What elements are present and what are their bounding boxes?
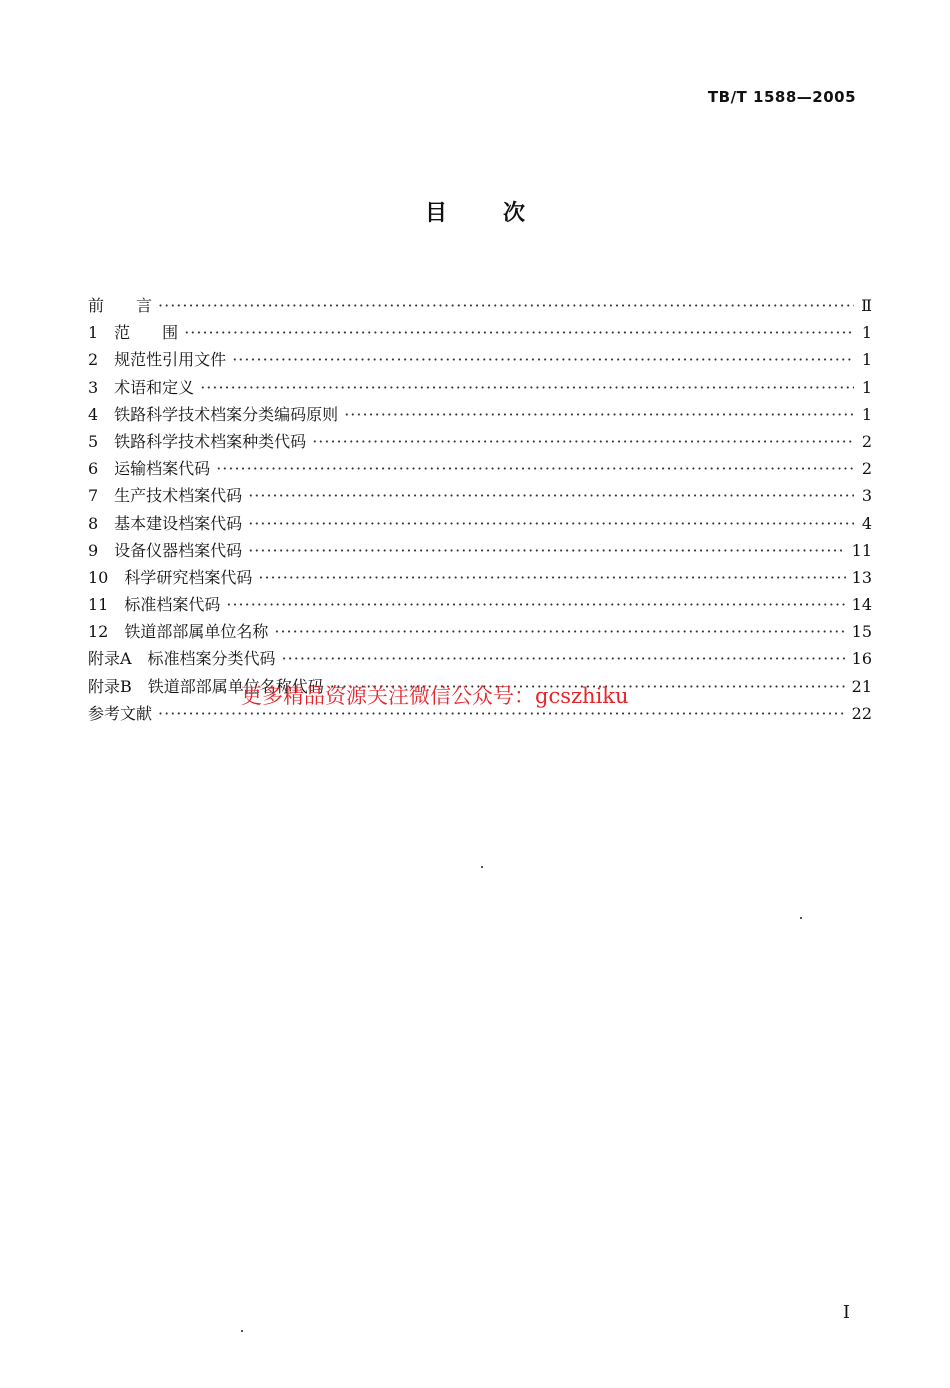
toc-entry-page: 4 <box>861 513 872 533</box>
toc-entry-page: 1 <box>861 350 872 370</box>
toc-entry-label: 3 术语和定义 <box>88 377 195 397</box>
toc-leader-dots <box>232 346 854 373</box>
toc-leader-dots <box>200 374 854 401</box>
toc-entry-label: 10 科学研究档案代码 <box>88 567 253 587</box>
toc-leader-dots <box>248 537 845 564</box>
toc-leader-dots <box>184 319 854 346</box>
toc-list <box>88 292 872 727</box>
scan-speck <box>800 917 802 919</box>
toc-entry[interactable] <box>88 591 872 618</box>
toc-leader-dots <box>274 618 845 645</box>
toc-entry-label: 8 基本建设档案代码 <box>88 513 243 533</box>
toc-entry[interactable] <box>88 564 872 591</box>
toc-leader-dots <box>282 645 846 672</box>
toc-leader-dots <box>158 292 854 319</box>
toc-title: 目次 <box>424 201 581 226</box>
page-number: I <box>842 1302 850 1323</box>
toc-entry[interactable] <box>88 537 872 564</box>
toc-entry-label: 5 铁路科学技术档案种类代码 <box>88 431 307 451</box>
toc-entry[interactable] <box>88 510 872 537</box>
toc-entry-label: 附录A 标准档案分类代码 <box>88 649 276 669</box>
toc-entry[interactable] <box>88 319 872 346</box>
toc-entry-page: 1 <box>861 377 872 397</box>
toc-entry-page: 16 <box>851 649 872 669</box>
toc-leader-dots <box>216 455 854 482</box>
toc-entry-label: 9 设备仪器档案代码 <box>88 540 243 560</box>
standard-code: TB/T 1588—2005 <box>707 88 856 106</box>
toc-entry-page: 2 <box>861 459 872 479</box>
toc-entry-label: 4 铁路科学技术档案分类编码原则 <box>88 404 339 424</box>
scan-speck <box>241 1330 243 1332</box>
toc-entry-page: 14 <box>851 595 872 615</box>
toc-entry-page: 1 <box>861 404 872 424</box>
toc-leader-dots <box>248 510 854 537</box>
toc-entry[interactable] <box>88 428 872 455</box>
toc-entry[interactable] <box>88 482 872 509</box>
toc-entry-label: 2 规范性引用文件 <box>88 350 227 370</box>
toc-entry-label: 6 运输档案代码 <box>88 459 211 479</box>
toc-entry[interactable] <box>88 374 872 401</box>
toc-entry-label: 7 生产技术档案代码 <box>88 486 243 506</box>
toc-leader-dots <box>226 591 845 618</box>
toc-entry[interactable] <box>88 292 872 319</box>
toc-entry-label: 参考文献 <box>88 703 153 723</box>
toc-entry[interactable] <box>88 401 872 428</box>
toc-entry-page: 15 <box>851 622 872 642</box>
toc-entry-label: 附录B 铁道部部属单位名称代码 <box>88 676 324 696</box>
scan-speck <box>481 866 483 868</box>
toc-entry-page: 22 <box>851 703 872 723</box>
toc-entry-label: 前 言 <box>88 296 153 315</box>
toc-leader-dots <box>248 482 854 509</box>
toc-entry-page: 11 <box>851 540 872 560</box>
toc-entry-page: 21 <box>851 676 872 696</box>
toc-entry-label: 12 铁道部部属单位名称 <box>88 622 269 642</box>
toc-entry-page: 2 <box>861 431 872 451</box>
toc-leader-dots <box>344 401 854 428</box>
watermark-text: 更多精品资源关注微信公众号：gcszhiku <box>241 684 629 708</box>
toc-entry-label: 1 范 围 <box>88 323 179 343</box>
toc-entry[interactable] <box>88 455 872 482</box>
toc-entry[interactable] <box>88 346 872 373</box>
toc-entry-page: 13 <box>851 567 872 587</box>
toc-entry-label: 11 标准档案代码 <box>88 595 221 615</box>
toc-leader-dots <box>312 428 854 455</box>
toc-entry-page: 3 <box>861 486 872 506</box>
toc-entry-page: Ⅱ <box>861 296 872 315</box>
toc-entry[interactable] <box>88 645 872 672</box>
toc-entry[interactable] <box>88 618 872 645</box>
toc-leader-dots <box>258 564 845 591</box>
toc-entry-page: 1 <box>861 323 872 343</box>
